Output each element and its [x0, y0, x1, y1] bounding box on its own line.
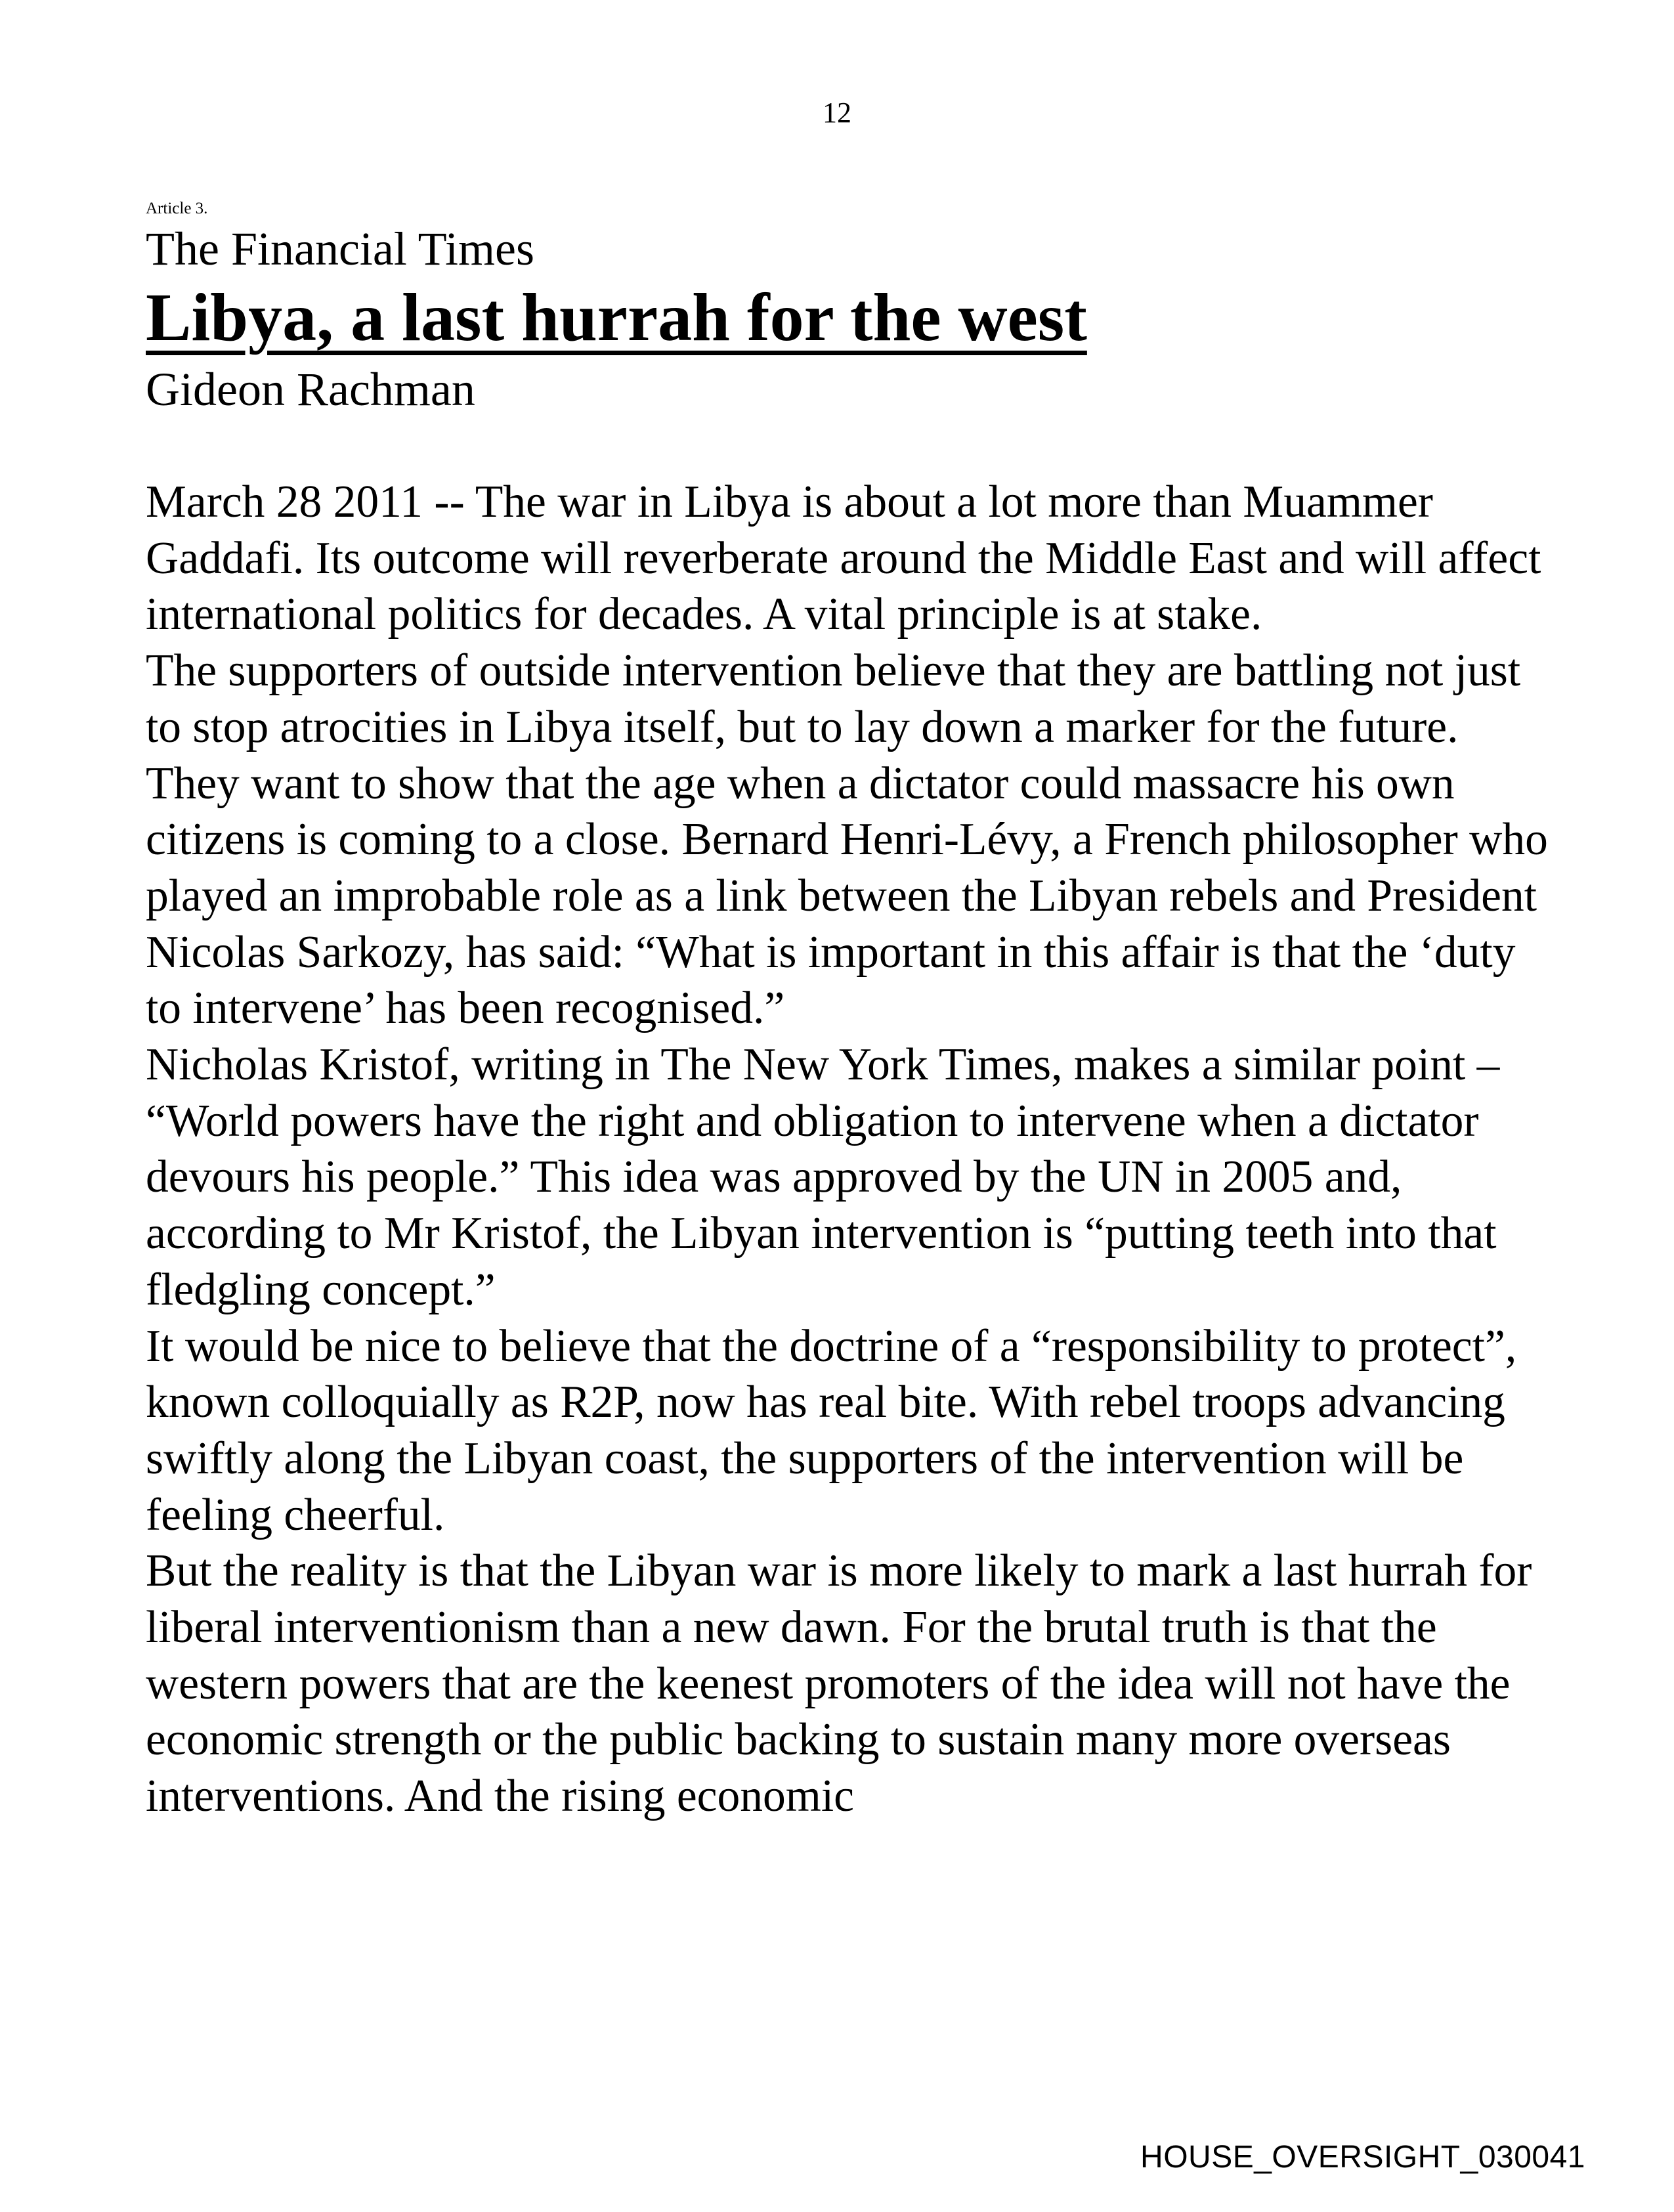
article-body	[146, 474, 1551, 1825]
paragraph: The supporters of outside intervention believe that they are battling not just to stop atrocities in Libya itself, but to lay down a marker for the future. They want to show that the age when a dictator could massacre his own citizens is coming to a close. Bernard Henri-Lévy, a French philosopher who played an improbable role as a link between the Libyan rebels and President Nicolas Sarkozy, has said: “What is important in this affair is that the ‘duty to intervene’ has been recognised.”	[146, 645, 1548, 1034]
paragraph: It would be nice to believe that the doctrine of a “responsibility to protect”, known colloquially as R2P, now has real bite. With rebel troops advancing swiftly along the Libyan coast, the supporters of the intervention will be feeling cheerful.	[146, 1320, 1517, 1540]
author-byline: Gideon Rachman	[146, 363, 475, 416]
article	[146, 197, 1551, 1825]
paragraph: But the reality is that the Libyan war is more likely to mark a last hurrah for liberal interventionism than a new dawn. For the brutal truth is that the western powers that are the keenest promoters of the idea will not have the economic strength or the public backing to sustain many more overseas interventions. And the rising economic	[146, 1546, 1532, 1822]
page-number: 12	[823, 97, 851, 129]
paragraph: Nicholas Kristof, writing in The New York Times, makes a similar point – “World powers have the right and obligation to intervene when a dictator devours his people.” This idea was approved by the UN in 2005 and, according to Mr Kristof, the Libyan intervention is “putting teeth into that fledgling concept.”	[146, 1039, 1500, 1315]
paragraph: March 28 2011 -- The war in Libya is about a lot more than Muammer Gaddafi. Its outcome will reverberate around the Middle East and will affect international politics for decades. A vital principle is at stake.	[146, 477, 1541, 640]
article-label: Article 3.	[146, 200, 208, 217]
document-id-footer: HOUSE_OVERSIGHT_030041	[1140, 2140, 1585, 2175]
headline: Libya, a last hurrah for the west	[146, 280, 1087, 355]
publication-name: The Financial Times	[146, 223, 534, 275]
